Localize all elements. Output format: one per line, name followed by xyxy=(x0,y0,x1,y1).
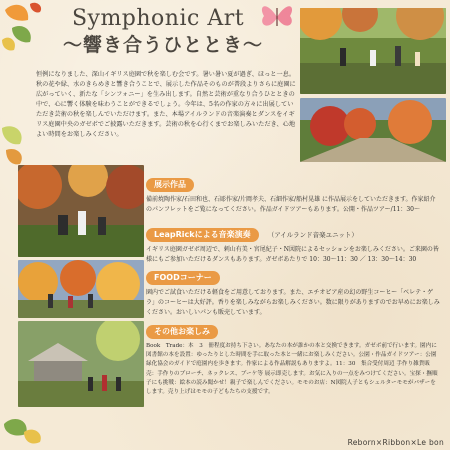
footer-credit: Reborn×Ribbon×Le bon xyxy=(347,438,444,447)
autumn-leaves-bottom-left xyxy=(0,410,50,450)
photo-sculpture-lawn xyxy=(18,165,144,257)
photo-gazebo-crowd xyxy=(18,321,144,407)
photo-visitors-trees xyxy=(18,260,144,318)
section-label-other: その他お楽しみ xyxy=(146,325,218,339)
section-label-exhibition: 展示作品 xyxy=(146,178,194,192)
exhibition-text: 備前焼陶作家/石田和也、石彫作家/片岡孝夫、石細作家/船村晃雄 に作品展示をしていただきます。作家紹介のパンフレットをご覧になってください。作品ガイドツアーもあります。公開・作品ツアー/11：30〜 xyxy=(146,196,436,214)
section-exhibition xyxy=(146,172,440,215)
photo-garden-gathering xyxy=(300,8,446,94)
music-sublabel: （アイルランド音楽ユニット） xyxy=(267,231,358,239)
section-food xyxy=(146,265,440,319)
section-music xyxy=(146,222,440,265)
other-text: Book Trade：本 3 冊程度お持ち下さい。あなたの本が誰かの本と交換できます。ガゼボ前で行います。園内に図書館の本を設置：ゆったりとした時間を手に取った本と一緒にお楽しみください。公園・作品ガイドツアー：公園緑化協会のガイドで庭園内を歩きます。作家による作品解説もありますよ。11：30 集合受付周辺 手作り雑貨販売：手作りのブローチ、ネックレス、ブーケ等 展示即売します。お気に入りの一点をみつけてください。宝探・撫順子にも挑戦：絵本の読み聞かせ！親子で楽しんでください。モモのお店：N図院人子ともシェルターモモがバザーをします。売り上げはモモの子どもたちの支援です。 xyxy=(146,343,438,396)
food-text: 園内でご試食いただける軽食をご用意しております。また、エチオピア産の幻の野生コーヒー「ベレテ・ゲラ」のコーヒーは大好評。香りを楽しみながらお楽しみください。数に限りがありますのでお早めにお楽しみください。おいしいパンも販売しています。 xyxy=(146,289,440,317)
flyer-title: Symphonic Art xyxy=(71,6,245,31)
section-label-food: FOODコーナー xyxy=(146,271,220,285)
section-label-music: LeapRickによる音楽演奏 xyxy=(146,228,259,242)
section-other xyxy=(146,319,440,397)
photo-autumn-path xyxy=(300,98,446,162)
autumn-leaves-mid-left xyxy=(0,120,40,170)
flyer-subtitle: 〜響き合うひととき〜 xyxy=(62,34,263,56)
music-text: イギリス庭園ガゼボ周辺で、刺山有美・宮尾紀子・N図院によるセッションをお楽しみください。ご来園の皆様にもご参加いただけるダンスもあります。ガゼボあたりで 10：30〜11：30 ／ 13：30〜14：30 xyxy=(146,246,439,264)
intro-paragraph: 恒例になりました、深山イギリス庭園で秋を楽しむ会です。暑い暑い夏が過ぎ、ほっと一息。秋の花や緑、水のきらめきと響き合うことで、展示した作品そのものが普段よりさらに庭園に広がっていく、新たな「シンフォニー」を生み出します。自然と芸術が重なり合うひとときの中で、心に響く体験を味わうことができるでしょう。今年は、5名の作家の方々に出展していただき芸術の秋を楽しんでいただけます。また、本場アイルランドの音楽演奏とダンスをイギリス庭園中央のガゼボでご披露いただきます。芸術の秋を心行くまでお楽しみいただき、心地よい時間をお楽しみください。 xyxy=(36,71,296,138)
